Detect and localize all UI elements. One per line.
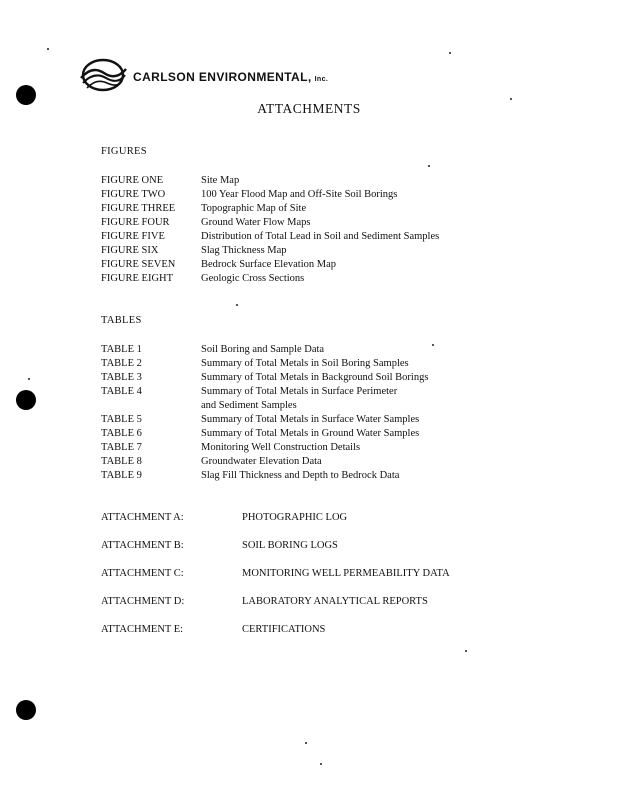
tables-list (101, 343, 428, 483)
attachment-b (101, 540, 338, 551)
list-item (101, 357, 428, 371)
tables-heading: TABLES (101, 315, 142, 326)
item-label (101, 399, 201, 413)
item-label: FIGURE EIGHT (101, 273, 174, 284)
list-item (101, 427, 428, 441)
item-description: Distribution of Total Lead in Soil and Sediment Samples (201, 231, 440, 242)
item-label: FIGURE ONE (101, 175, 164, 186)
item-description: Bedrock Surface Elevation Map (201, 259, 336, 270)
item-label: TABLE 6 (101, 428, 142, 439)
company-name (133, 70, 328, 84)
item-description: Slag Thickness Map (201, 245, 287, 256)
list-item (101, 455, 428, 469)
list-item (101, 258, 439, 272)
item-label: FIGURE TWO (101, 189, 166, 200)
item-label: FIGURE FOUR (101, 217, 170, 228)
company-suffix: Inc. (314, 76, 329, 83)
item-label: FIGURE SEVEN (101, 259, 176, 270)
list-item (101, 413, 428, 427)
item-label: TABLE 8 (101, 456, 142, 467)
attachment-label: ATTACHMENT A: (101, 512, 184, 523)
attachment-label: ATTACHMENT E: (101, 624, 184, 635)
punch-hole-middle (16, 390, 36, 410)
list-item (101, 343, 428, 357)
item-label: FIGURE SIX (101, 245, 159, 256)
list-item (101, 188, 439, 202)
item-description: Summary of Total Metals in Ground Water Samples (201, 428, 420, 439)
list-item (101, 385, 428, 399)
page-title: ATTACHMENTS (257, 101, 361, 116)
attachment-description: MONITORING WELL PERMEABILITY DATA (242, 568, 450, 579)
item-description: Summary of Total Metals in Surface Water Samples (201, 414, 420, 425)
scan-speck (510, 98, 512, 100)
attachment-description: LABORATORY ANALYTICAL REPORTS (242, 596, 428, 607)
attachment-label: ATTACHMENT C: (101, 568, 184, 579)
item-description: and Sediment Samples (201, 400, 297, 411)
item-description: Summary of Total Metals in Surface Perimeter (201, 386, 398, 397)
list-item (101, 371, 428, 385)
scan-speck (320, 763, 322, 765)
list-item (101, 230, 439, 244)
scan-speck (305, 742, 307, 744)
item-description: Soil Boring and Sample Data (201, 344, 325, 355)
item-label: TABLE 5 (101, 414, 142, 425)
list-item (101, 244, 439, 258)
scan-speck (432, 344, 434, 346)
company-name-text: CARLSON ENVIRONMENTAL, (133, 70, 312, 84)
company-logo (78, 56, 128, 94)
list-item (101, 469, 428, 483)
attachment-label: ATTACHMENT B: (101, 540, 184, 551)
scan-speck (28, 378, 30, 380)
scan-speck (428, 165, 430, 167)
list-item (101, 174, 439, 188)
item-label: TABLE 4 (101, 386, 142, 397)
attachment-description: PHOTOGRAPHIC LOG (242, 512, 348, 523)
item-label: TABLE 2 (101, 358, 142, 369)
punch-hole-bottom (16, 700, 36, 720)
list-item (101, 441, 428, 455)
list-item (101, 202, 439, 216)
item-description: Site Map (201, 175, 240, 186)
item-description: Geologic Cross Sections (201, 273, 305, 284)
attachment-description: SOIL BORING LOGS (242, 540, 338, 551)
list-item (101, 216, 439, 230)
item-description: Ground Water Flow Maps (201, 217, 311, 228)
attachment-a (101, 512, 347, 523)
item-description: Topographic Map of Site (201, 203, 307, 214)
item-label: FIGURE THREE (101, 203, 176, 214)
scan-speck (47, 48, 49, 50)
attachment-d (101, 596, 428, 607)
item-label: TABLE 9 (101, 470, 142, 481)
attachment-description: CERTIFICATIONS (242, 624, 326, 635)
scan-speck (449, 52, 451, 54)
item-description: Groundwater Elevation Data (201, 456, 322, 467)
figures-heading: FIGURES (101, 146, 147, 157)
scan-speck (465, 650, 467, 652)
item-label: TABLE 7 (101, 442, 142, 453)
item-label: TABLE 1 (101, 344, 142, 355)
scan-speck (236, 304, 238, 306)
item-description: 100 Year Flood Map and Off-Site Soil Borings (201, 189, 398, 200)
list-item (101, 272, 439, 286)
item-description: Summary of Total Metals in Background Soil Borings (201, 372, 429, 383)
attachment-label: ATTACHMENT D: (101, 596, 185, 607)
item-label: FIGURE FIVE (101, 231, 165, 242)
item-description: Slag Fill Thickness and Depth to Bedrock Data (201, 470, 400, 481)
item-description: Summary of Total Metals in Soil Boring Samples (201, 358, 409, 369)
item-label: TABLE 3 (101, 372, 142, 383)
attachment-e (101, 624, 325, 635)
attachment-c (101, 568, 450, 579)
list-item (101, 399, 428, 413)
item-description: Monitoring Well Construction Details (201, 442, 361, 453)
figures-list (101, 174, 439, 286)
